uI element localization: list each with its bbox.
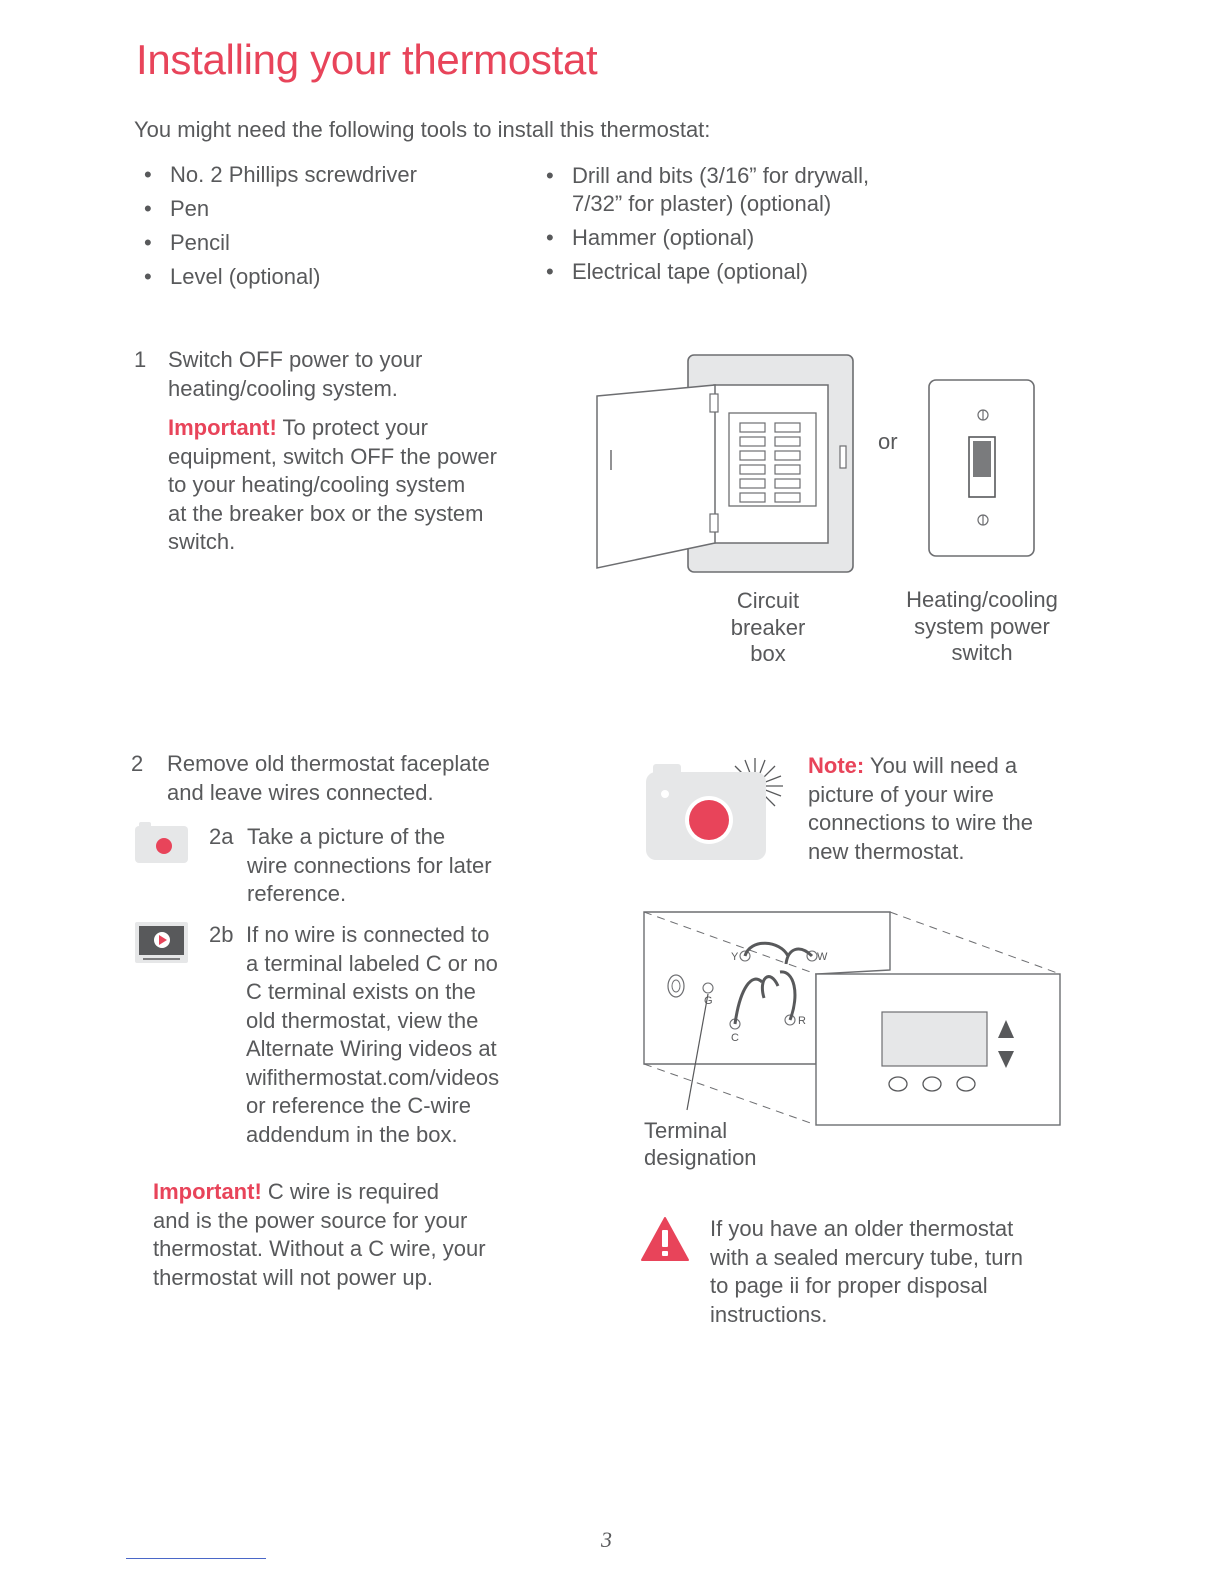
important-line: equipment, switch OFF the power (168, 443, 497, 469)
caption-line: system power (914, 613, 1050, 639)
step-2a-line: wire connections for later (247, 852, 492, 878)
step-2-line: Remove old thermostat faceplate (167, 751, 490, 776)
tool-drill-line2: 7/32” for plaster) (optional) (572, 191, 832, 216)
caption-line: box (750, 641, 786, 666)
important-label: Important! (168, 415, 277, 440)
step-2-text (167, 750, 537, 807)
tools-list-left (136, 161, 417, 297)
step-2b-label: 2b (209, 922, 234, 947)
warning-line: instructions. (710, 1301, 828, 1327)
step-2-number: 2 (131, 751, 144, 776)
tool-item: • Level (optional) (136, 263, 417, 291)
step-2-line: and leave wires connected. (167, 779, 434, 805)
important-line: switch. (168, 529, 236, 554)
important-line: at the breaker box or the system (168, 500, 484, 526)
note-line: connections to wire the (808, 810, 1034, 835)
tool-item: • Pencil (136, 229, 417, 257)
tool-item (538, 162, 869, 218)
tool-drill-line1: Drill and bits (3/16” for drywall, (572, 163, 870, 188)
note-first-text: You will need a (864, 753, 1018, 778)
warning-icon (640, 1216, 690, 1262)
terminal-c-label: C (731, 1032, 739, 1044)
step-2b-line: a terminal labeled C or no (246, 950, 498, 976)
video-icon (135, 922, 189, 964)
circuit-breaker-box-illustration (595, 354, 857, 576)
important-first-line (153, 1178, 533, 1207)
important-line: and is the power source for your (153, 1207, 468, 1233)
step-2b-line: old thermostat, view the (246, 1007, 479, 1033)
footer-line (126, 1558, 266, 1559)
step-2-important (153, 1178, 533, 1292)
page-number: 3 (601, 1527, 612, 1552)
step-2b-line: or reference the C-wire (246, 1093, 471, 1118)
important-line: thermostat. Without a C wire, your (153, 1236, 486, 1261)
step-2b-line: If no wire is connected to (246, 922, 490, 947)
caption-line: Terminal (644, 1118, 728, 1143)
tool-item: • Hammer (optional) (538, 224, 869, 252)
warning-line: If you have an older thermostat (710, 1216, 1014, 1241)
step-1-text (168, 346, 538, 557)
caption-line: breaker (730, 614, 806, 640)
step-2b-line: wifithermostat.com/videos (246, 1064, 500, 1090)
step-1-number: 1 (134, 347, 147, 372)
important-label: Important! (153, 1179, 262, 1204)
page-title: Installing your thermostat (136, 36, 598, 83)
note-line: picture of your wire (808, 781, 994, 807)
important-line: to your heating/cooling system (168, 472, 466, 497)
terminal-w-label: W (817, 951, 828, 963)
note-text (808, 752, 1098, 866)
step-2b-line: addendum in the box. (246, 1121, 458, 1147)
step-2a-line: reference. (247, 881, 347, 906)
tool-item: • Electrical tape (optional) (538, 258, 869, 286)
note-first-line (808, 752, 1098, 781)
step-1-line: Switch OFF power to your (168, 347, 423, 372)
step-2b-text (246, 921, 536, 1149)
caption-line: designation (644, 1145, 757, 1170)
thermostat-wiring-diagram (640, 908, 1064, 1130)
caption-line: switch (951, 640, 1013, 665)
step-1-important (168, 414, 538, 443)
intro-text: You might need the following tools to install this thermostat: (134, 117, 711, 142)
breaker-caption (698, 588, 838, 668)
warning-text (710, 1215, 1090, 1329)
important-text: C wire is required (261, 1179, 440, 1204)
important-line: thermostat will not power up. (153, 1264, 434, 1290)
step-1-line: heating/cooling system. (168, 375, 398, 401)
step-2b-line: Alternate Wiring videos at (246, 1036, 497, 1061)
terminal-caption (644, 1117, 757, 1171)
tools-list-right (538, 162, 869, 292)
warning-line: to page ii for proper disposal (710, 1273, 988, 1298)
or-label: or (878, 429, 898, 454)
tool-item: • No. 2 Phillips screwdriver (136, 161, 417, 189)
step-2a-line: Take a picture of the (247, 824, 446, 849)
step-2a-label: 2a (209, 824, 234, 849)
note-line: new thermostat. (808, 838, 965, 864)
terminal-r-label: R (798, 1015, 806, 1027)
tool-item: • Pen (136, 195, 417, 223)
camera-flash-icon (643, 756, 789, 864)
step-2b-line: C terminal exists on the (246, 979, 476, 1004)
step-2a-text (247, 823, 537, 909)
caption-line: Heating/cooling (906, 587, 1058, 612)
camera-icon (135, 822, 189, 864)
note-label: Note: (808, 753, 865, 778)
terminal-y-label: Y (731, 951, 739, 963)
caption-line: Circuit (736, 588, 800, 613)
important-text: To protect your (276, 415, 428, 440)
switch-caption (886, 587, 1078, 667)
system-power-switch-illustration (928, 379, 1036, 559)
warning-line: with a sealed mercury tube, turn (710, 1244, 1024, 1270)
terminal-g-label: G (704, 995, 713, 1007)
